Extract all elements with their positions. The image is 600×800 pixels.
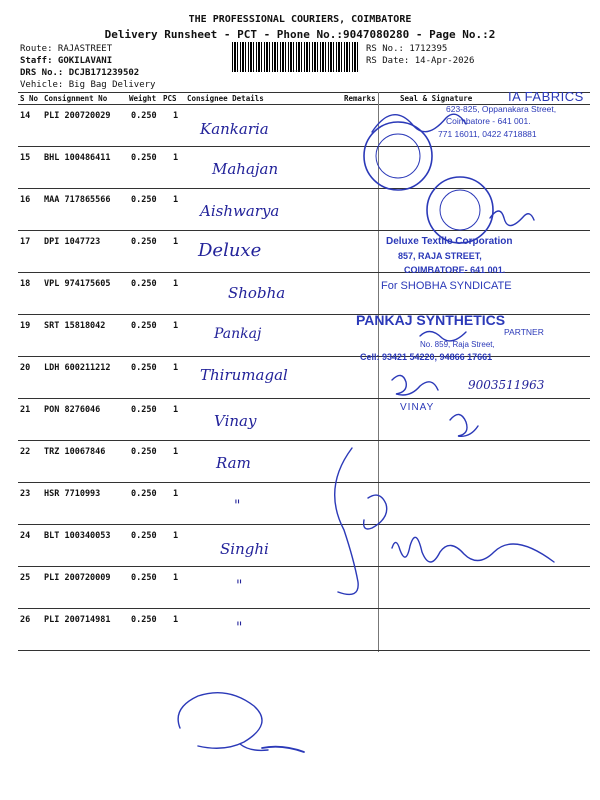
stamp-fabrics-address1: 623-825, Oppanakara Street, <box>446 104 557 114</box>
row-weight: 0.250 <box>131 111 157 121</box>
rs-number: RS No.: 1712395 <box>366 44 448 54</box>
row-consignment-no: BLT 100340053 <box>44 531 111 541</box>
row-sno: 15 <box>20 153 31 163</box>
row-sno: 26 <box>20 615 31 625</box>
row-pcs: 1 <box>173 279 179 289</box>
row-consignee-handwritten: Ram <box>216 454 251 472</box>
row-consignment-no: DPI 1047723 <box>44 237 101 247</box>
row-sno: 20 <box>20 363 31 373</box>
rs-date: RS Date: 14-Apr-2026 <box>366 56 475 66</box>
stamp-fabrics-phone: 771 16011, 0422 4718881 <box>438 129 537 139</box>
row-weight: 0.250 <box>131 405 157 415</box>
stamp-deluxe-city: COIMBATORE- 641 001. <box>404 265 506 275</box>
row-consignment-no: HSR 7710993 <box>44 489 101 499</box>
row-weight: 0.250 <box>131 279 157 289</box>
row-sno: 14 <box>20 111 31 121</box>
stamp-shobha: For SHOBHA SYNDICATE <box>381 280 512 292</box>
row-pcs: 1 <box>173 447 179 457</box>
row-pcs: 1 <box>173 321 179 331</box>
row-consignee-handwritten: Shobha <box>228 284 286 302</box>
row-weight: 0.250 <box>131 531 157 541</box>
row-weight: 0.250 <box>131 321 157 331</box>
stamp-pankaj-cell: Cell: 93421 54220, 94866 17661 <box>360 352 493 362</box>
stamp-pankaj-name: PANKAJ SYNTHETICS <box>356 312 506 328</box>
row-sno: 25 <box>20 573 31 583</box>
row-weight: 0.250 <box>131 237 157 247</box>
row-pcs: 1 <box>173 111 179 121</box>
col-header-consignee: Consignee Details <box>187 94 264 103</box>
row-pcs: 1 <box>173 615 179 625</box>
row-sno: 19 <box>20 321 31 331</box>
runsheet-subtitle: Delivery Runsheet - PCT - Phone No.:9047080280 - Page No.:2 <box>104 28 496 41</box>
row-consignment-no: PLI 200720029 <box>44 111 111 121</box>
row-consignment-no: MAA 717865566 <box>44 195 111 205</box>
row-sno: 24 <box>20 531 31 541</box>
stamp-deluxe-name: Deluxe Textile Corporation <box>386 236 513 247</box>
row-consignment-no: PON 8276046 <box>44 405 101 415</box>
staff-label: Staff: GOKILAVANI <box>20 56 113 66</box>
row-weight: 0.250 <box>131 195 157 205</box>
row-consignee-handwritten: Vinay <box>214 412 257 430</box>
row-consignee-handwritten: Singhi <box>220 540 269 558</box>
stamp-deluxe-street: 857, RAJA STREET, <box>398 251 482 261</box>
col-header-seal: Seal & Signature <box>400 94 473 103</box>
row-sno: 21 <box>20 405 31 415</box>
row-consignment-no: TRZ 10067846 <box>44 447 106 457</box>
row-consignee-handwritten: " <box>236 578 243 594</box>
stamp-vinay: VINAY <box>400 402 435 413</box>
row-weight: 0.250 <box>131 363 157 373</box>
vehicle-label: Vehicle: Big Bag Delivery <box>20 80 156 90</box>
drs-label: DRS No.: DCJB171239502 <box>20 68 140 78</box>
stamp-pankaj-partner: PARTNER <box>504 327 544 337</box>
col-header-sno: S No <box>20 94 39 103</box>
row-consignee-handwritten: " <box>234 498 241 514</box>
stamp-fabrics-name: IA FABRICS <box>508 89 584 104</box>
row-consignment-no: PLI 200714981 <box>44 615 111 625</box>
handwritten-phone: 9003511963 <box>468 378 545 392</box>
row-consignee-handwritten: " <box>236 620 243 636</box>
row-pcs: 1 <box>173 489 179 499</box>
row-sno: 18 <box>20 279 31 289</box>
route-label: Route: RAJASTREET <box>20 44 113 54</box>
col-header-remarks: Remarks <box>344 94 376 103</box>
row-consignment-no: VPL 974175605 <box>44 279 111 289</box>
col-header-weight: Weight <box>129 94 157 103</box>
row-pcs: 1 <box>173 237 179 247</box>
company-title: THE PROFESSIONAL COURIERS, COIMBATORE <box>188 14 412 25</box>
stamp-pankaj-address: No. 859, Raja Street, <box>420 340 495 349</box>
row-weight: 0.250 <box>131 615 157 625</box>
row-pcs: 1 <box>173 363 179 373</box>
row-weight: 0.250 <box>131 489 157 499</box>
row-sno: 17 <box>20 237 31 247</box>
row-consignee-handwritten: Deluxe <box>198 240 262 261</box>
row-weight: 0.250 <box>131 153 157 163</box>
row-consignee-handwritten: Thirumagal <box>200 366 288 384</box>
row-consignment-no: PLI 200720009 <box>44 573 111 583</box>
col-header-pcs: PCS <box>163 94 177 103</box>
row-consignment-no: BHL 100486411 <box>44 153 111 163</box>
row-pcs: 1 <box>173 573 179 583</box>
stamp-fabrics-address2: Coimbatore - 641 001. <box>446 116 531 126</box>
row-consignee-handwritten: Mahajan <box>212 160 279 178</box>
row-consignment-no: SRT 15818042 <box>44 321 106 331</box>
row-pcs: 1 <box>173 153 179 163</box>
row-pcs: 1 <box>173 531 179 541</box>
col-header-consignment: Consignment No <box>44 94 108 103</box>
row-pcs: 1 <box>173 195 179 205</box>
row-sno: 16 <box>20 195 31 205</box>
row-consignment-no: LDH 600211212 <box>44 363 111 373</box>
row-consignee-handwritten: Pankaj <box>214 326 262 342</box>
row-sno: 23 <box>20 489 31 499</box>
row-sno: 22 <box>20 447 31 457</box>
row-consignee-handwritten: Aishwarya <box>200 202 280 220</box>
row-consignee-handwritten: Kankaria <box>200 120 269 138</box>
row-weight: 0.250 <box>131 573 157 583</box>
row-weight: 0.250 <box>131 447 157 457</box>
row-pcs: 1 <box>173 405 179 415</box>
